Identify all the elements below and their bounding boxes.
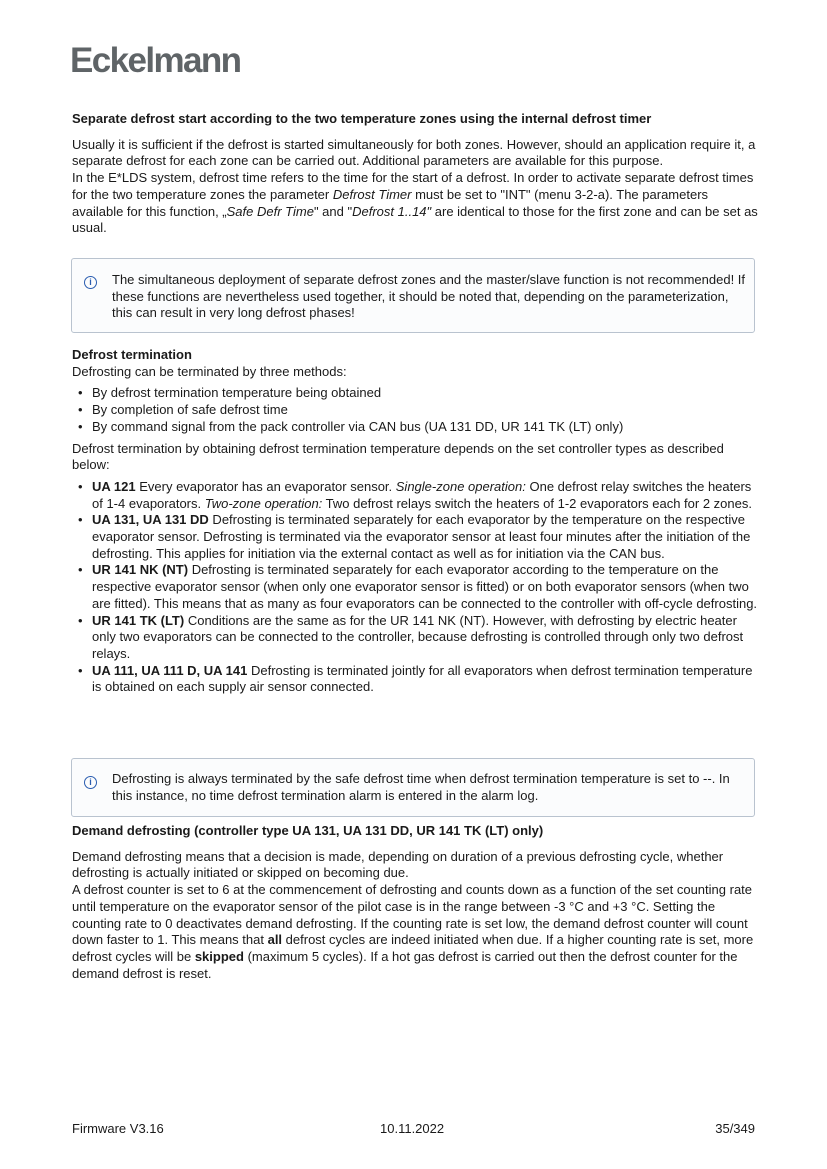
- methods-list: [72, 385, 758, 435]
- paragraph: Defrost termination by obtaining defrost termination temperature depends on the set controller types as described below:: [72, 440, 724, 473]
- section-heading: Defrost termination: [72, 347, 192, 362]
- text: " and ": [313, 203, 353, 219]
- section-separate-defrost: [72, 111, 758, 237]
- info-icon: i: [84, 276, 97, 289]
- info-note: [71, 258, 755, 333]
- text: Defrosting is terminated separately for each evaporator according to the temperature on the respective evaporator sensor (when only one evaporator sensor is fitted) or on both evaporator sensors (when two are fitted). This means that as many as four evaporators can be connected to the controller with off-cycle defrosting.: [92, 562, 758, 611]
- note-text: The simultaneous deployment of separate defrost zones and the master/slave function is not recommended! If these functions are nevertheless used together, it should be noted that, depending on the parameterization, this can result in very long defrost phases!: [112, 272, 746, 321]
- controller-type: UR 141 TK (LT): [92, 612, 185, 628]
- text: defrost cycles are indeed initiated when due. If a higher counting rate is set, more defrost cycles will be: [72, 932, 754, 964]
- list-item: • By defrost termination temperature being obtained: [72, 385, 758, 402]
- emphasis: all: [267, 932, 283, 948]
- section-heading: Demand defrosting (controller type UA 131, UA 131 DD, UR 141 TK (LT) only): [72, 823, 544, 838]
- text: One defrost relay switches the heaters of 1-4 evaporators.: [92, 478, 752, 511]
- footer-firmware: Firmware V3.16: [72, 1121, 164, 1136]
- text: A defrost counter is set to 6 at the commencement of defrosting and counts down as a function of the set counting rate until temperature on the evaporator sensor of the pilot case is in the range between -3 °C and +3 °C. Setting the counting rate to 0 deactivates demand defrosting. If the counting rate is set low, the demand defrost counter will count down faster to 1. This means that: [72, 882, 753, 948]
- text: Two defrost relays switch the heaters of 1-2 evaporators each for 2 zones.: [322, 495, 752, 511]
- text: (maximum 5 cycles). If a hot gas defrost is carried out then the defrost counter for the demand defrost is reset.: [72, 948, 738, 981]
- paragraph: Defrosting can be terminated by three methods:: [72, 363, 347, 379]
- text: In the E*LDS system, defrost time refers to the time for the start of a defrost. In order to activate separate defrost times for the two temperature zones the parameter: [72, 170, 754, 202]
- paragraph: [72, 882, 758, 982]
- text: Two-zone operation:: [204, 495, 323, 511]
- text: are identical to those for the first zone and can be set as usual.: [72, 203, 758, 236]
- eckelmann-logo: Eckelmann: [70, 41, 241, 80]
- list-item: [72, 512, 758, 562]
- section-defrost-termination: [72, 347, 758, 696]
- list-item: [72, 562, 758, 612]
- paragraph: Demand defrosting means that a decision is made, depending on duration of a previous defrosting cycle, whether defrosting is actually initiated or skipped on becoming due.: [72, 848, 724, 881]
- list-item: [72, 479, 758, 512]
- param-name: Defrost Timer: [332, 186, 412, 202]
- list-item: • By completion of safe defrost time: [72, 402, 758, 419]
- info-icon: i: [84, 776, 97, 789]
- list-item: [72, 613, 758, 663]
- text: Defrosting is terminated separately for each evaporator by the temperature on the respective evaporator sensor. Defrosting is terminated via the evaporator sensor at least four minutes after the initiation of the defrosting. This applies for initiation via the external contact as well as for initiation via the CAN bus.: [92, 512, 751, 561]
- section-heading: Separate defrost start according to the two temperature zones using the internal defrost timer: [72, 111, 652, 126]
- controller-type: UA 131, UA 131 DD: [92, 512, 209, 528]
- list-item: [72, 663, 758, 696]
- list-item: • By command signal from the pack controller via CAN bus (UA 131 DD, UR 141 TK (LT) only): [72, 419, 758, 436]
- text: Defrosting is terminated jointly for all evaporators when defrost termination temperature is obtained on each supply air sensor connected.: [92, 662, 753, 695]
- paragraph: [72, 170, 758, 237]
- emphasis: skipped: [194, 948, 244, 964]
- controller-type: UA 111, UA 111 D, UA 141: [92, 662, 248, 678]
- text: Every evaporator has an evaporator sensor.: [135, 478, 396, 494]
- paragraph: Usually it is sufficient if the defrost is started simultaneously for both zones. However, should an application require it, a separate defrost for each zone can be carried out. Additional parameters are available for this purpose.: [72, 136, 756, 169]
- footer-page-number: 35/349: [715, 1121, 755, 1136]
- param-name: Safe Defr Time: [226, 203, 314, 219]
- controller-type: UA 121: [92, 478, 136, 494]
- section-demand-defrosting: [72, 823, 758, 982]
- param-name: Defrost 1..14": [352, 203, 432, 219]
- text: Conditions are the same as for the UR 141 NK (NT). However, with defrosting by electric heater only two evaporators can be connected to the controller, because defrosting is controlled through only two defrost relays.: [92, 612, 744, 661]
- controller-type: UR 141 NK (NT): [92, 562, 189, 578]
- note-text: Defrosting is always terminated by the safe defrost time when defrost termination temperature is set to --. In this instance, no time defrost termination alarm is entered in the alarm log.: [112, 771, 730, 803]
- footer-date: 10.11.2022: [380, 1121, 445, 1136]
- controller-types-list: [72, 479, 758, 696]
- text: must be set to "INT" (menu 3-2-a). The parameters available for this function, „: [72, 186, 709, 219]
- text: Single-zone operation:: [395, 478, 526, 494]
- info-note: [71, 758, 755, 817]
